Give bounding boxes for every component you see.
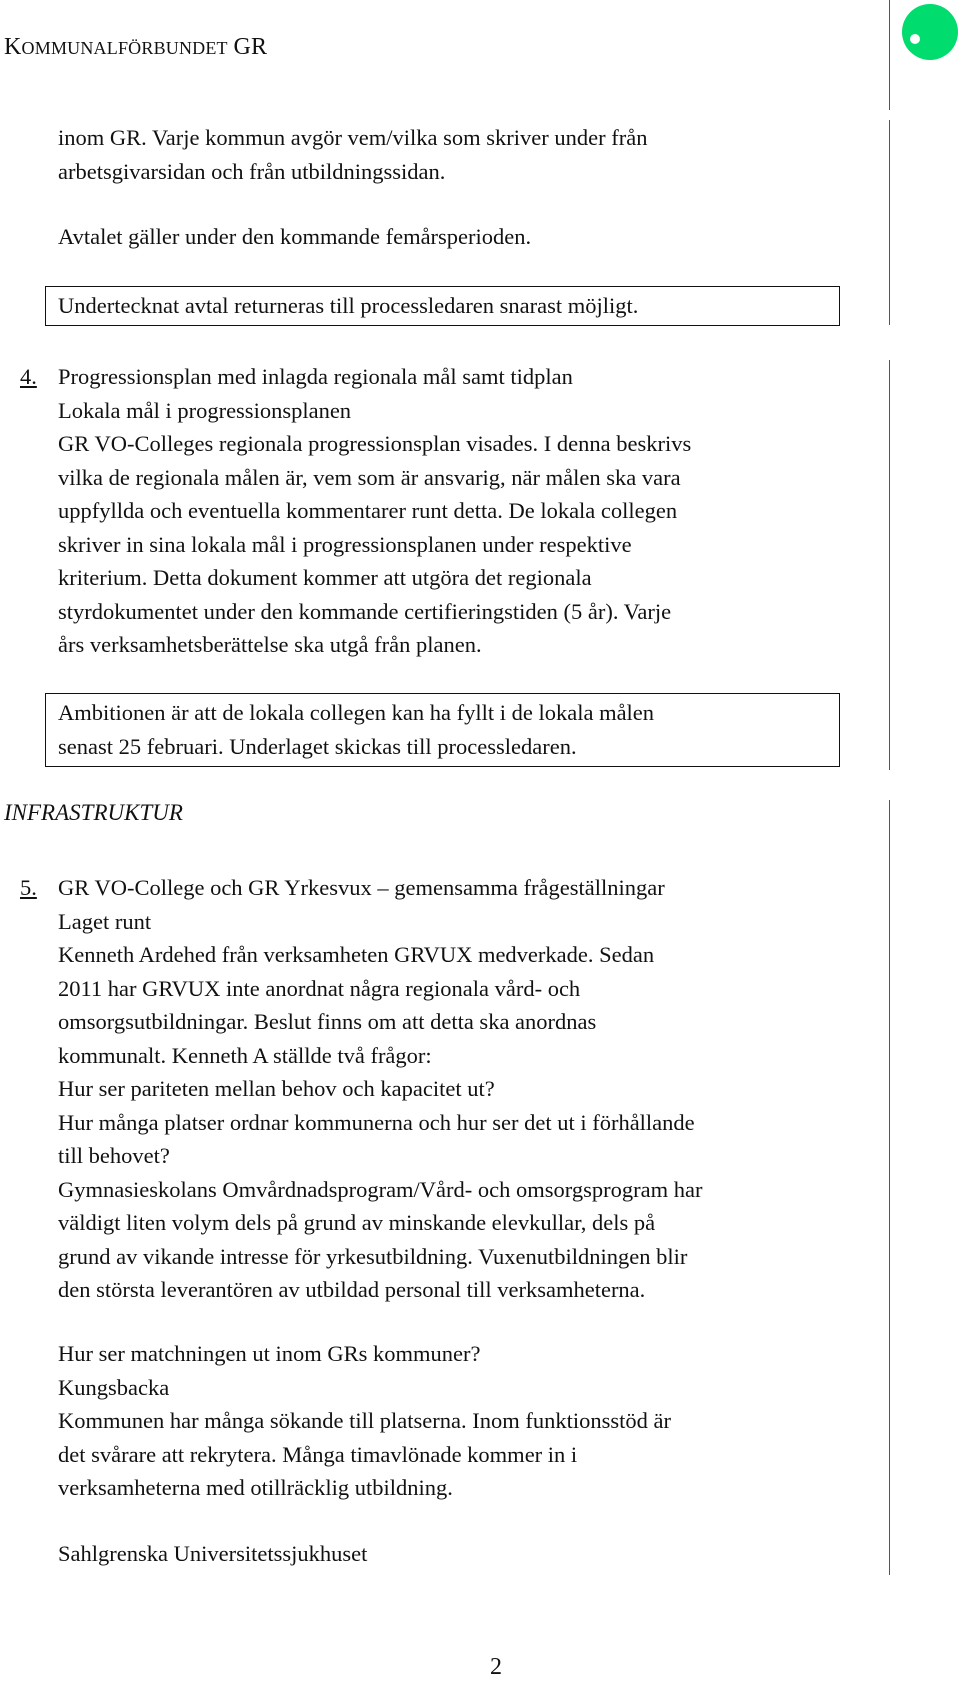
item-4-subheading: Lokala mål i progressionsplanen [58, 397, 352, 423]
intro-paragraph [58, 121, 647, 188]
page-number: 2 [490, 1654, 502, 1680]
text-line: Hur ser matchningen ut inom GRs kommuner? [58, 1341, 481, 1366]
text-line: Ambitionen är att de lokala collegen kan ha fyllt i de lokala målen [58, 700, 655, 725]
text-line: väldigt liten volym dels på grund av minskande elevkullar, dels på [58, 1210, 656, 1235]
text-line: omsorgsutbildningar. Beslut finns om att detta ska anordnas [58, 1009, 597, 1034]
item-5-number: 5. [20, 875, 37, 900]
section-title: INFRASTRUKTUR [4, 800, 183, 825]
green-dot-logo-icon [902, 4, 958, 60]
boxed-note-return [45, 286, 840, 326]
text-line: till behovet? [58, 1143, 170, 1168]
org-name-first: K [4, 34, 22, 60]
text-line: kommunalt. Kenneth A ställde två frågor: [58, 1042, 432, 1068]
text-line: styrdokumentet under den kommande certifieringstiden (5 år). Varje [58, 598, 672, 624]
page-header [4, 34, 267, 61]
margin-rule [889, 120, 890, 325]
text-line: inom GR. Varje kommun avgör vem/vilka som skriver under från [58, 125, 648, 150]
item-4-heading: Progressionsplan med inlagda regionala mål samt tidplan [58, 364, 573, 389]
matching-paragraph [58, 1337, 671, 1505]
org-name-rest: OMMUNALFÖRBUNDET [21, 38, 228, 58]
text-line: Kommunen har många sökande till platserna. Inom funktionsstöd är [58, 1408, 671, 1433]
margin-rule [889, 360, 890, 770]
item-4-number: 4. [20, 364, 37, 389]
text-line: verksamheterna med otillräcklig utbildning. [58, 1475, 453, 1500]
text-line: den största leverantören av utbildad personal till verksamheterna. [58, 1277, 646, 1302]
org-name-suffix: GR [233, 34, 268, 60]
item-4-body [58, 360, 691, 662]
margin-rule [889, 0, 890, 110]
text-line: senast 25 februari. Underlaget skickas till processledaren. [58, 733, 577, 759]
text-line: Gymnasieskolans Omvårdnadsprogram/Vård- och omsorgsprogram har [58, 1176, 703, 1202]
text-line: vilka de regionala målen är, vem som är ansvarig, när målen ska vara [58, 464, 681, 490]
text-line: skriver in sina lokala mål i progressionsplanen under respektive [58, 531, 632, 557]
item-5-body [58, 871, 702, 1307]
hospital-name: Sahlgrenska Universitetssjukhuset [58, 1541, 368, 1566]
text-line: Hur ser pariteten mellan behov och kapacitet ut? [58, 1076, 495, 1101]
text-line: GR VO-Colleges regionala progressionsplan visades. I denna beskrivs [58, 431, 692, 456]
validity-text: Avtalet gäller under den kommande femårsperioden. [58, 224, 532, 249]
text-line: Hur många platser ordnar kommunerna och hur ser det ut i förhållande [58, 1109, 695, 1135]
text-line: års verksamhetsberättelse ska utgå från planen. [58, 632, 482, 657]
text-line: 2011 har GRVUX inte anordnat några regionala vård- och [58, 975, 581, 1001]
text-line: det svårare att rekrytera. Många timavlönade kommer in i [58, 1441, 578, 1467]
item-5-heading: GR VO-College och GR Yrkesvux – gemensamma frågeställningar [58, 875, 665, 900]
margin-rule [889, 800, 890, 1575]
text-line: Undertecknat avtal returneras till processledaren snarast möjligt. [58, 293, 639, 318]
item-5-subheading: Laget runt [58, 908, 152, 934]
text-line: Kungsbacka [58, 1374, 170, 1400]
text-line: arbetsgivarsidan och från utbildningssidan. [58, 158, 446, 184]
text-line: Kenneth Ardehed från verksamheten GRVUX medverkade. Sedan [58, 942, 655, 967]
text-line: uppfyllda och eventuella kommentarer runt detta. De lokala collegen [58, 498, 678, 523]
boxed-note-ambition [45, 693, 840, 767]
text-line: grund av vikande intresse för yrkesutbildning. Vuxenutbildningen blir [58, 1243, 688, 1269]
text-line: kriterium. Detta dokument kommer att utgöra det regionala [58, 565, 592, 590]
